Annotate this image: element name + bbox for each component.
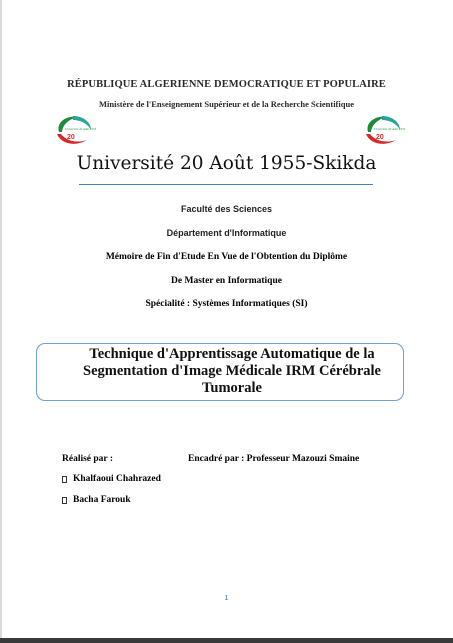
republic-header: RÉPUBLIQUE ALGERIENNE DEMOCRATIQUE ET POPULAIRE bbox=[67, 79, 386, 90]
speciality-line: Spécialité : Systèmes Informatiques (SI) bbox=[145, 299, 308, 309]
ministry-header: Ministère de l'Enseignement Supérieur et de la Recherche Scientifique bbox=[99, 99, 354, 109]
thesis-title-line-2: Segmentation d'Image Médicale IRM Cérébrale bbox=[83, 363, 381, 379]
realise-label: Réalisé par : bbox=[62, 454, 114, 464]
page-bottom-bar bbox=[0, 638, 453, 643]
title-divider bbox=[79, 184, 373, 185]
university-name: Université 20 Août 1955-Skikda bbox=[76, 153, 377, 174]
page-number: 1 bbox=[224, 595, 229, 602]
university-logo-icon bbox=[362, 112, 406, 148]
author-item bbox=[62, 474, 161, 484]
logo-number: 20 bbox=[67, 134, 75, 141]
supervisor-line: Encadré par : Professeur Mazouzi Smaine bbox=[188, 454, 360, 464]
logo-text: Université 20 Août 1955 bbox=[65, 127, 97, 131]
bullet-box-icon bbox=[62, 476, 67, 483]
thesis-title-line-3: Tumorale bbox=[202, 380, 262, 396]
university-logo-icon bbox=[53, 112, 97, 148]
logo-number: 20 bbox=[376, 134, 384, 141]
author-item bbox=[62, 495, 131, 505]
logo-text: Université 20 Août 1955 bbox=[374, 127, 406, 131]
author-name: Bacha Farouk bbox=[73, 495, 131, 505]
thesis-title bbox=[71, 346, 393, 397]
author-name: Khalfaoui Chahrazed bbox=[73, 474, 161, 484]
bullet-box-icon bbox=[62, 497, 67, 504]
thesis-title-line-1: Technique d'Apprentissage Automatique de la bbox=[89, 346, 375, 362]
master-line: De Master en Informatique bbox=[171, 276, 282, 286]
page-edge bbox=[0, 0, 2, 643]
memoire-line: Mémoire de Fin d'Etude En Vue de l'Obtention du Diplôme bbox=[105, 252, 348, 262]
faculty-name: Faculté des Sciences bbox=[180, 204, 273, 214]
department-name: Département d'Informatique bbox=[166, 228, 287, 238]
thesis-title-box bbox=[36, 343, 404, 401]
